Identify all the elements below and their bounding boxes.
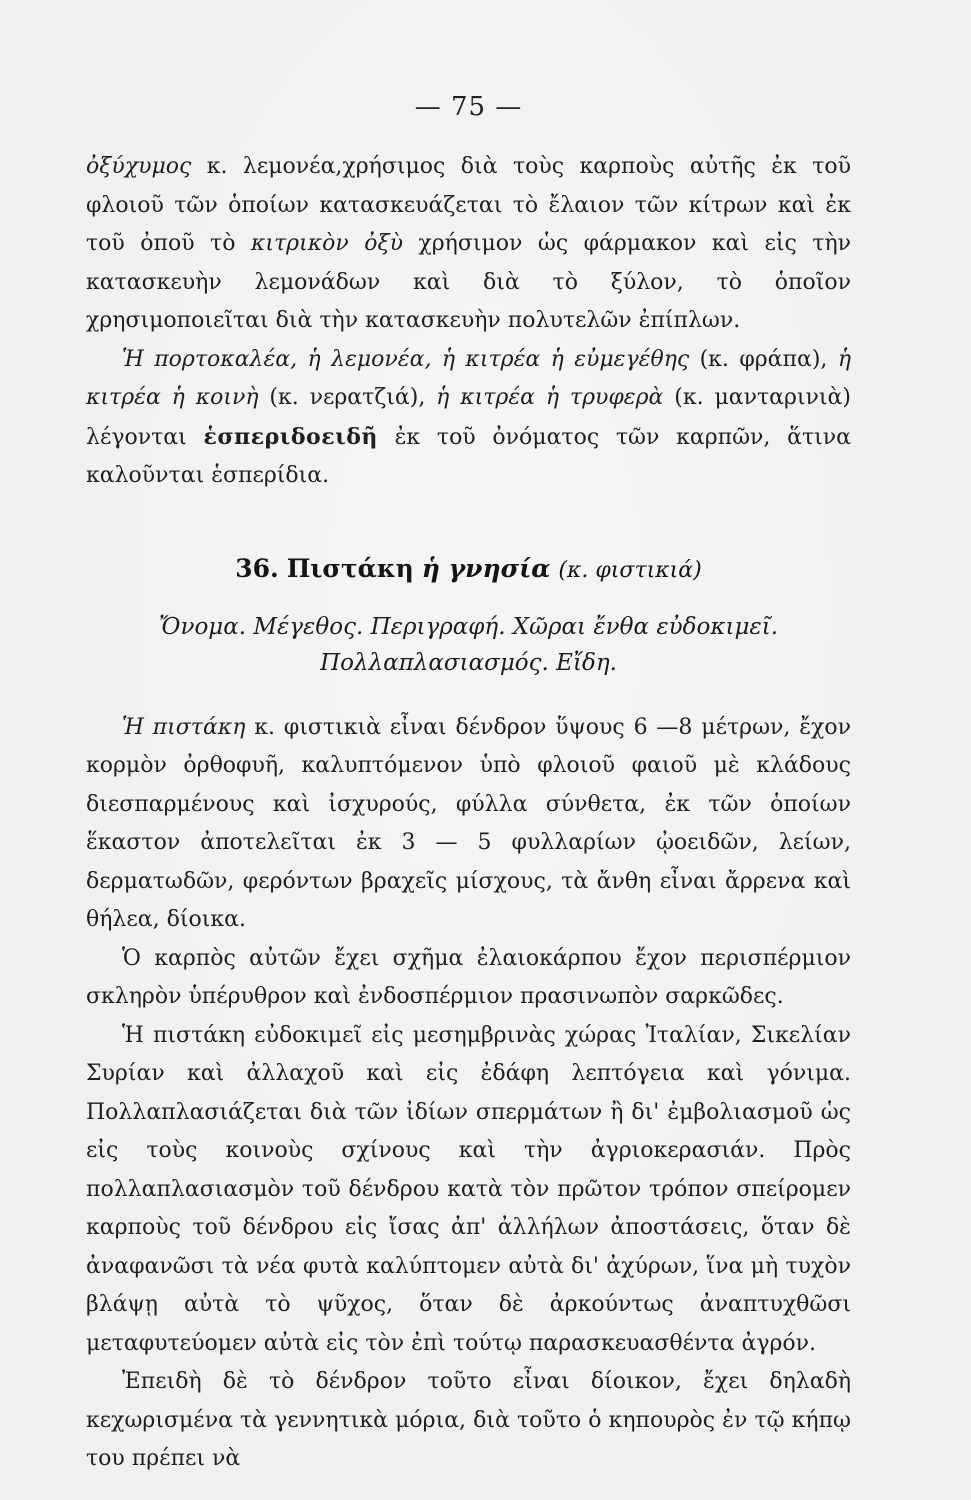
- section-heading: [86, 554, 851, 583]
- paragraph-description: [86, 709, 851, 940]
- section-number: 36.: [235, 553, 279, 583]
- section-name-epithet: ἡ γνησία: [421, 553, 551, 583]
- section-common-name: (κ. φιστικιά): [558, 557, 702, 583]
- page-number: — 75 —: [414, 92, 523, 122]
- paragraph-fruit: Ὁ καρπὸς αὐτῶν ἔχει σχῆμα ἐλαιοκάρπου ἔχον περισπέρμιον σκληρὸν ὑπέρυθρον καὶ ἐνδοσπέρμιον πρασινωπὸν σαρκῶδες.: [86, 945, 851, 1009]
- text-run: (κ. φράπα),: [689, 346, 838, 372]
- paragraph-citrus-family: [86, 341, 851, 496]
- term-oxychymos: ὀξύχυμος: [86, 154, 192, 179]
- paragraph-lemon-tree: [86, 148, 851, 341]
- text-run: χρήσιμον ὡς φάρμακον καὶ εἰς τὴν κατασκευὴν λεμονάδων καὶ διὰ τὸ ξύλον, τὸ ὁποῖον χρησιμοποιεῖται διὰ τὴν κατασκευὴν πολυτελῶν ἐπίπλων.: [86, 231, 852, 333]
- text-run: (κ. νερατζιά),: [258, 385, 437, 410]
- text-run: κ. λεμονέα,χρήσιμος διὰ τοὺς καρποὺς αὐτῆς ἐκ τοῦ φλοιοῦ τῶν ὁποίων κατασκευάζεται τὸ ἔλαιον τῶν κίτρων καὶ ἐκ τοῦ ὀποῦ τὸ: [86, 154, 851, 256]
- outline-line-1: Ὄνομα. Μέγεθος. Περιγραφή. Χῶραι ἔνθα εὐδοκιμεῖ.: [158, 613, 779, 640]
- term-hesperidoeide: ἑσπεριδοειδῆ: [203, 423, 378, 450]
- term-citric-acid: κιτρικὸν ὀξὺ: [250, 231, 403, 256]
- italic-term: ἡ κιτρέα ἡ κοινὴ: [86, 346, 851, 410]
- text-run: (κ. μανταρινιὰ) λέγονται: [86, 385, 851, 450]
- italic-term: Ἡ πιστάκη: [122, 714, 246, 740]
- outline-line-2: Πολλαπλασιασμός. Εἴδη.: [320, 649, 617, 676]
- section-name: Πιστάκη: [286, 553, 414, 583]
- section-outline: [86, 609, 851, 681]
- italic-term: ἡ κιτρέα ἡ τρυφερὰ: [436, 385, 664, 410]
- text-run: ἐκ τοῦ ὀνόματος τῶν καρπῶν, ἅτινα καλοῦνται ἑσπερίδια.: [86, 424, 852, 488]
- paragraph-cultivation: Ἡ πιστάκη εὐδοκιμεῖ εἰς μεσημβρινὰς χώρας Ἰταλίαν, Σικελίαν Συρίαν καὶ ἀλλαχοῦ καὶ εἰς ἐδάφη λεπτόγεια καὶ γόνιμα. Πολλαπλασιάζεται διὰ τῶν ἰδίων σπερμάτων ἢ δι' ἐμβολιασμοῦ ὡς εἰς τοὺς κοινοὺς σχίνους καὶ τὴν ἀγριοκερασιάν. Πρὸς πολλαπλασιασμὸν τοῦ δένδρου κατὰ τὸν πρῶτον τρόπον σπείρομεν καρποὺς τοῦ δένδρου εἰς ἴσας ἀπ' ἀλλήλων ἀποστάσεις, ὅταν δὲ ἀναφανῶσι τὰ νέα φυτὰ καλύπτομεν αὐτὰ δι' ἀχύρων, ἵνα μὴ τυχὸν βλάψῃ αὐτὰ τὸ ψῦχος, ὅταν δὲ ἀρκούντως ἀναπτυχθῶσι μεταφυτεύομεν αὐτὰ εἰς τὸν ἐπὶ τούτῳ παρασκευασθέντα ἀγρόν.: [86, 1022, 851, 1356]
- paragraph-dioecious: Ἐπειδὴ δὲ τὸ δένδρον τοῦτο εἶναι δίοικον, ἔχει δηλαδὴ κεχωρισμένα τὰ γεννητικὰ μόρια, διὰ τοῦτο ὁ κηπουρὸς ἐν τῷ κήπῳ του πρέπει νὰ: [86, 1369, 851, 1471]
- italic-term: Ἡ πορτοκαλέα, ἡ λεμονέα, ἡ κιτρέα ἡ εὐμεγέθης: [122, 346, 690, 372]
- text-run: κ. φιστικιὰ εἶναι δένδρον ὕψους 6 —8 μέτρων, ἔχον κορμὸν ὀρθοφυῆ, καλυπτόμενον ὑπὸ φλοιοῦ φαιοῦ μὲ κλάδους διεσπαρμένους καὶ ἰσχυρούς, φύλλα σύνθετα, ἐκ τῶν ὁποίων ἕκαστον ἀποτελεῖται ἐκ 3 — 5 φυλλαρίων ᾠοειδῶν, λείων, δερματωδῶν, φερόντων βραχεῖς μίσχους, τὰ ἄνθη εἶναι ἄρρενα καὶ θήλεα, δίοικα.: [86, 714, 851, 932]
